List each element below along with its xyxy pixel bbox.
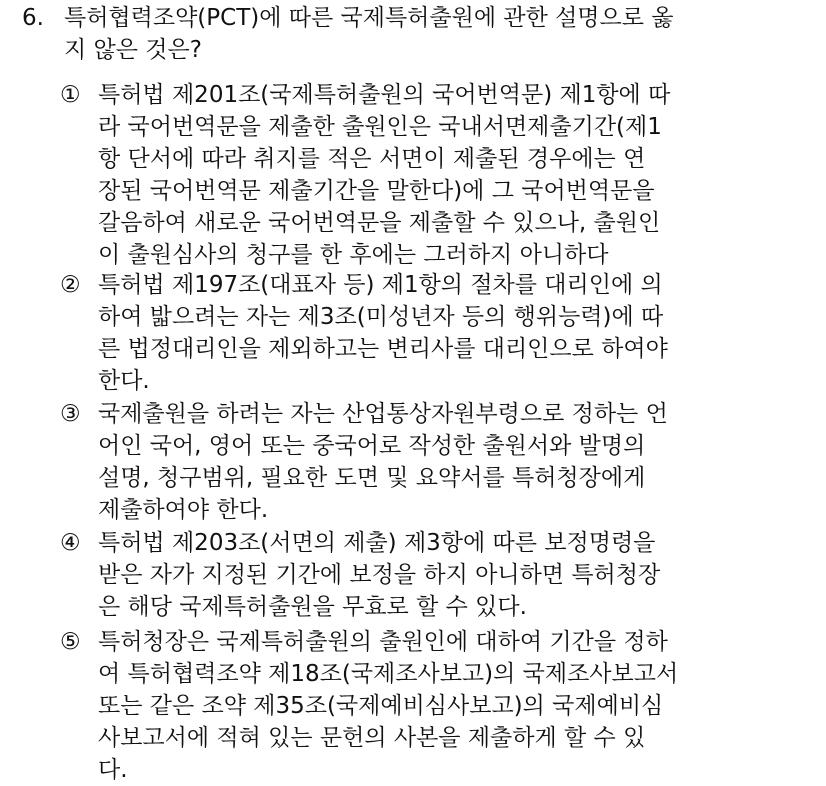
option-text-line: 특허법 제203조(서면의 제출) 제3항에 따른 보정명령을 [98,530,656,556]
option-line [60,175,820,207]
option-5[interactable] [60,626,820,786]
option-text-line: 여 특허협력조약 제18조(국제조사보고)의 국제조사보고서 [98,661,679,687]
option-4[interactable] [60,527,820,623]
question-block [22,2,822,66]
option-line [60,722,820,754]
option-text-line: 국제출원을 하려는 자는 산업통상자원부령으로 정하는 언 [98,401,668,427]
option-text-line: 라 국어번역문을 제출한 출원인은 국내서면제출기간(제1 [98,114,662,140]
option-line [60,333,820,365]
question-text-line: 특허협력조약(PCT)에 따른 국제특허출원에 관한 설명으로 옳 [64,5,674,31]
option-line [60,494,820,526]
option-line [60,527,820,559]
option-line [60,754,820,786]
option-text-line: 이 출원심사의 청구를 한 후에는 그러하지 아니하다 [98,242,609,268]
option-marker: ① [60,82,81,108]
option-line [60,690,820,722]
option-line [60,398,820,430]
question-line-2 [22,34,822,66]
option-3[interactable] [60,398,820,526]
option-text-line: 받은 자가 지정된 기간에 보정을 하지 아니하면 특허청장 [98,562,661,588]
option-line [60,79,820,111]
option-line [60,462,820,494]
option-text-line: 어인 국어, 영어 또는 중국어로 작성한 출원서와 발명의 [98,433,646,459]
option-text-line: 특허법 제201조(국제특허출원의 국어번역문) 제1항에 따 [98,82,671,108]
option-marker: ③ [60,401,81,427]
option-text-line: 제출하여야 한다. [98,497,269,523]
option-line [60,430,820,462]
option-text-line: 특허법 제197조(대표자 등) 제1항의 절차를 대리인에 의 [98,272,663,298]
option-line [60,239,820,271]
option-text-line: 또는 같은 조약 제35조(국제예비심사보고)의 국제예비심 [98,693,664,719]
option-text-line: 설명, 청구범위, 필요한 도면 및 요약서를 특허청장에게 [98,465,646,491]
option-line [60,269,820,301]
option-text-line: 다. [98,757,128,783]
option-line [60,626,820,658]
option-text-line: 하여 밟으려는 자는 제3조(미성년자 등의 행위능력)에 따 [98,304,664,330]
question-text-line: 지 않은 것은? [64,37,202,63]
option-line [60,143,820,175]
option-marker: ④ [60,530,81,556]
option-line [60,365,820,397]
option-text-line: 사보고서에 적혀 있는 문헌의 사본을 제출하게 할 수 있 [98,725,646,751]
option-text-line: 장된 국어번역문 제출기간을 말한다)에 그 국어번역문을 [98,178,655,204]
option-line [60,559,820,591]
question-number: 6. [22,5,44,31]
option-text-line: 항 단서에 따라 취지를 적은 서면이 제출된 경우에는 연 [98,146,646,172]
option-line [60,658,820,690]
option-marker: ② [60,272,81,298]
option-text-line: 갈음하여 새로운 국어번역문을 제출할 수 있으나, 출원인 [98,210,661,236]
option-2[interactable] [60,269,820,397]
option-text-line: 은 해당 국제특허출원을 무효로 할 수 있다. [98,594,527,620]
option-1[interactable] [60,79,820,271]
option-line [60,207,820,239]
option-line [60,301,820,333]
option-text-line: 른 법정대리인을 제외하고는 변리사를 대리인으로 하여야 [98,336,668,362]
option-text-line: 한다. [98,368,150,394]
option-text-line: 특허청장은 국제특허출원의 출원인에 대하여 기간을 정하 [98,629,668,655]
option-line [60,591,820,623]
option-marker: ⑤ [60,629,81,655]
option-line [60,111,820,143]
question-line-1 [22,2,822,34]
